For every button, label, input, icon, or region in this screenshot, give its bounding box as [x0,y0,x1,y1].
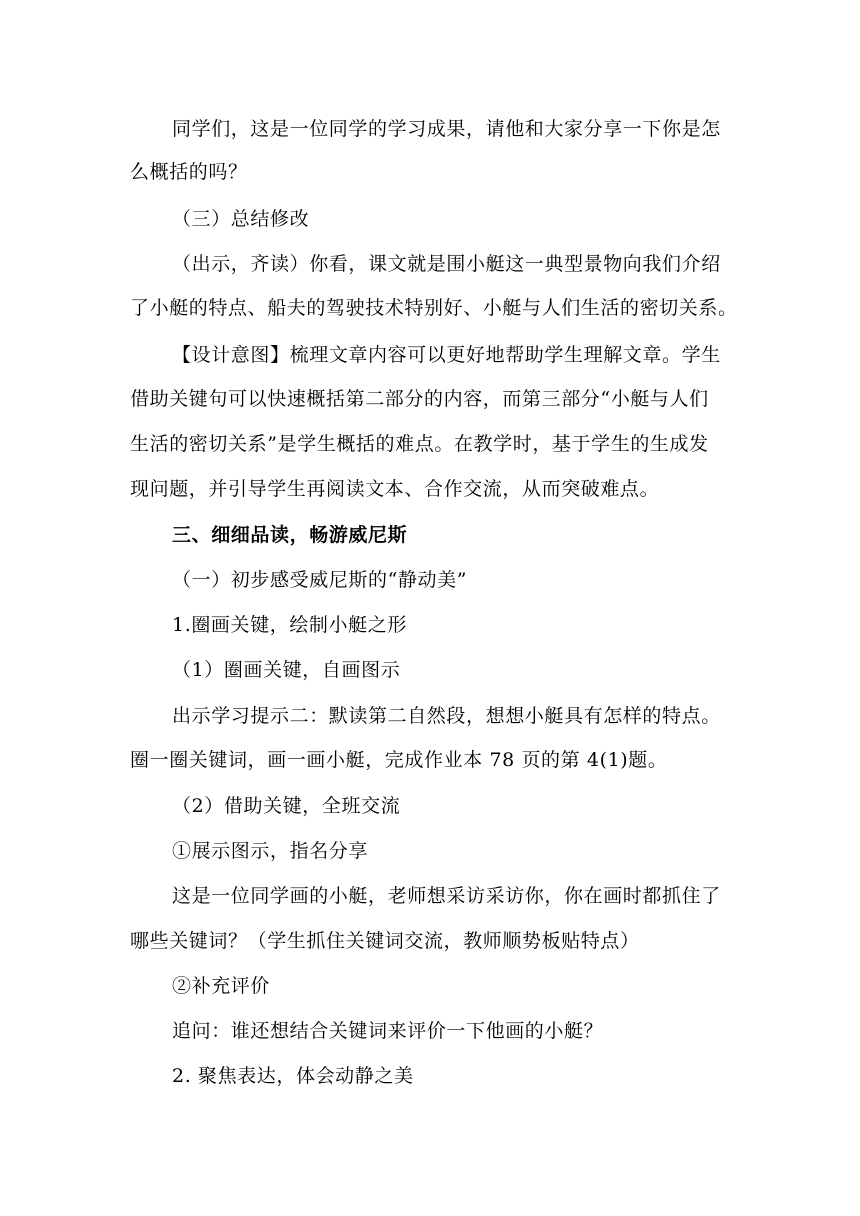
design-intent-line-3: 生活的密切关系”是学生概括的难点。在教学时，基于学生的生成发 [130,433,709,455]
paragraph-line-6: 圈一圈关键词，画一画小艇，完成作业本 78 页的第 4(1)题。 [130,749,668,771]
substep-heading-2: （2）借助关键，全班交流 [172,795,401,817]
design-intent-line-4: 现问题，并引导学生再阅读文本、合作交流，从而突破难点。 [130,478,660,500]
subsection-heading-one: （一）初步感受威尼斯的“静动美” [172,569,468,591]
section-heading-three: 三、细细品读，畅游威尼斯 [172,524,408,546]
design-intent-line-1: 【设计意图】梳理文章内容可以更好地帮助学生理解文章。学生 [172,344,721,366]
paragraph-line-5: 出示学习提示二：默读第二自然段，想想小艇具有怎样的特点。 [172,705,721,727]
paragraph-line-1: 同学们，这是一位同学的学习成果，请他和大家分享一下你是怎 [172,118,721,140]
paragraph-line-4: 了小艇的特点、船夫的驾驶技术特别好、小艇与人们生活的密切关系。 [130,297,738,319]
paragraph-line-2: 么概括的吗？ [130,161,248,183]
step-heading-1: 1.圈画关键，绘制小艇之形 [172,614,407,636]
design-intent-line-2: 借助关键句可以快速概括第二部分的内容，而第三部分“小艇与人们 [130,388,709,410]
section-heading-summary: （三）总结修改 [172,208,310,230]
step-heading-2: 2. 聚焦表达，体会动静之美 [172,1065,414,1087]
circled-step-2: ②补充评价 [172,975,271,997]
substep-heading-1: （1）圈画关键，自画图示 [172,659,401,681]
circled-step-1: ①展示图示，指名分享 [172,840,369,862]
paragraph-line-8: 哪些关键词？（学生抓住关键词交流，教师顺势板贴特点） [130,930,640,952]
paragraph-line-3: （出示，齐读）你看，课文就是围小艇这一典型景物向我们介绍 [172,253,721,275]
paragraph-line-9: 追问：谁还想结合关键词来评价一下他画的小艇？ [172,1020,604,1042]
paragraph-line-7: 这是一位同学画的小艇，老师想采访采访你，你在画时都抓住了 [172,885,721,907]
